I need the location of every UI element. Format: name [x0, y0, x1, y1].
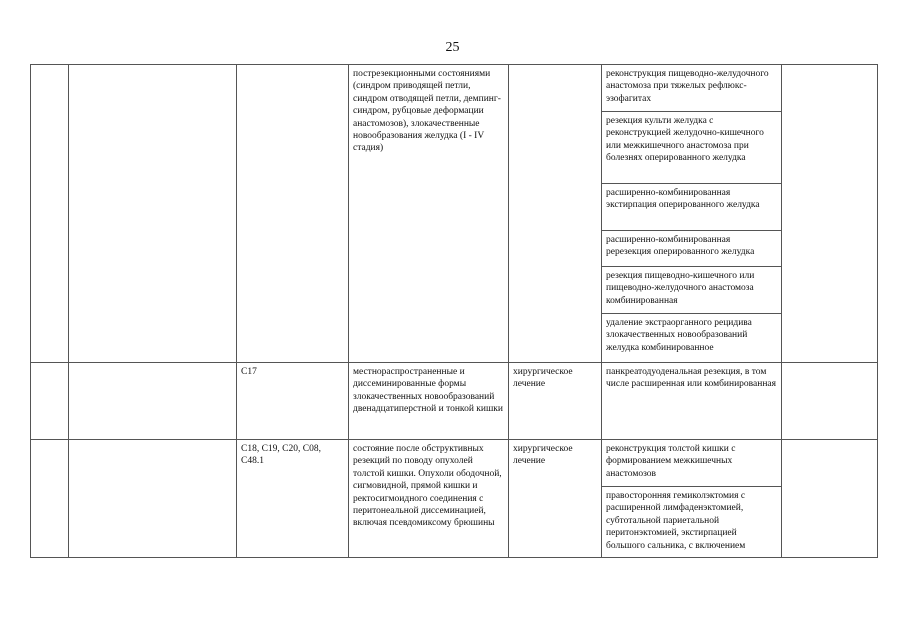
icd-code-cell: C17: [237, 363, 349, 440]
treatment-method: резекция пищеводно-кишечного или пищеводно-желудочного анастомоза комбинированная: [602, 267, 781, 314]
row-number-cell: [31, 65, 69, 363]
treatment-method: реконструкция толстой кишки с формированием межкишечных анастомозов: [602, 440, 781, 487]
cost-cell: [782, 440, 878, 558]
treatment-method: расширенно-комбинированная ререзекция оперированного желудка: [602, 231, 781, 267]
medical-care-table: [30, 64, 878, 558]
treatment-methods-cell: [602, 65, 782, 363]
treatment-method: панкреатодуоденальная резекция, в том числе расширенная или комбинированная: [602, 363, 782, 440]
condition-cell: пострезекционными состояниями (синдром приводящей петли, синдром отводящей петли, демпинг-синдром, рубцовые деформации анастомозов), злокачественные новообразования желудка (I - IV стадия): [349, 65, 509, 363]
table-row: [31, 440, 878, 558]
condition-cell: состояние после обструктивных резекций по поводу опухолей толстой кишки. Опухоли ободочной, сигмовидной, прямой кишки и ректосигмоидного соединения с перитонеальной диссеминацией, включая псевдомиксому брюшины: [349, 440, 509, 558]
care-type-cell: [69, 440, 237, 558]
treatment-type-cell: хирургическое лечение: [509, 363, 602, 440]
table-row: [31, 65, 878, 363]
treatment-type-cell: хирургическое лечение: [509, 440, 602, 558]
condition-cell: местнораспространенные и диссеминированные формы злокачественных новообразований двенадцатиперстной и тонкой кишки: [349, 363, 509, 440]
row-number-cell: [31, 440, 69, 558]
row-number-cell: [31, 363, 69, 440]
cost-cell: [782, 363, 878, 440]
table-row: [31, 363, 878, 440]
cost-cell: [782, 65, 878, 363]
treatment-method: удаление экстраорганного рецидива злокачественных новообразований желудка комбинированное: [606, 318, 752, 353]
treatment-method: резекция культи желудка с реконструкцией желудочно-кишечного или межкишечного анастомоза при болезнях оперированного желудка: [602, 112, 781, 184]
icd-code-cell: C18, C19, C20, C08, C48.1: [237, 440, 349, 558]
care-type-cell: [69, 363, 237, 440]
icd-code-cell: [237, 65, 349, 363]
treatment-methods-cell: [602, 440, 782, 558]
treatment-type-cell: [509, 65, 602, 363]
treatment-method: реконструкция пищеводно-желудочного анастомоза при тяжелых рефлюкс-эзофагитах: [602, 65, 781, 112]
care-type-cell: [69, 65, 237, 363]
page-number: 25: [445, 40, 460, 55]
treatment-method: расширенно-комбинированная экстирпация оперированного желудка: [602, 184, 781, 231]
treatment-method: правосторонняя гемиколэктомия с расширенной лимфаденэктомией, субтотальной париетальной перитонэктомией, экстирпацией большого сальника, с включением: [606, 491, 746, 551]
